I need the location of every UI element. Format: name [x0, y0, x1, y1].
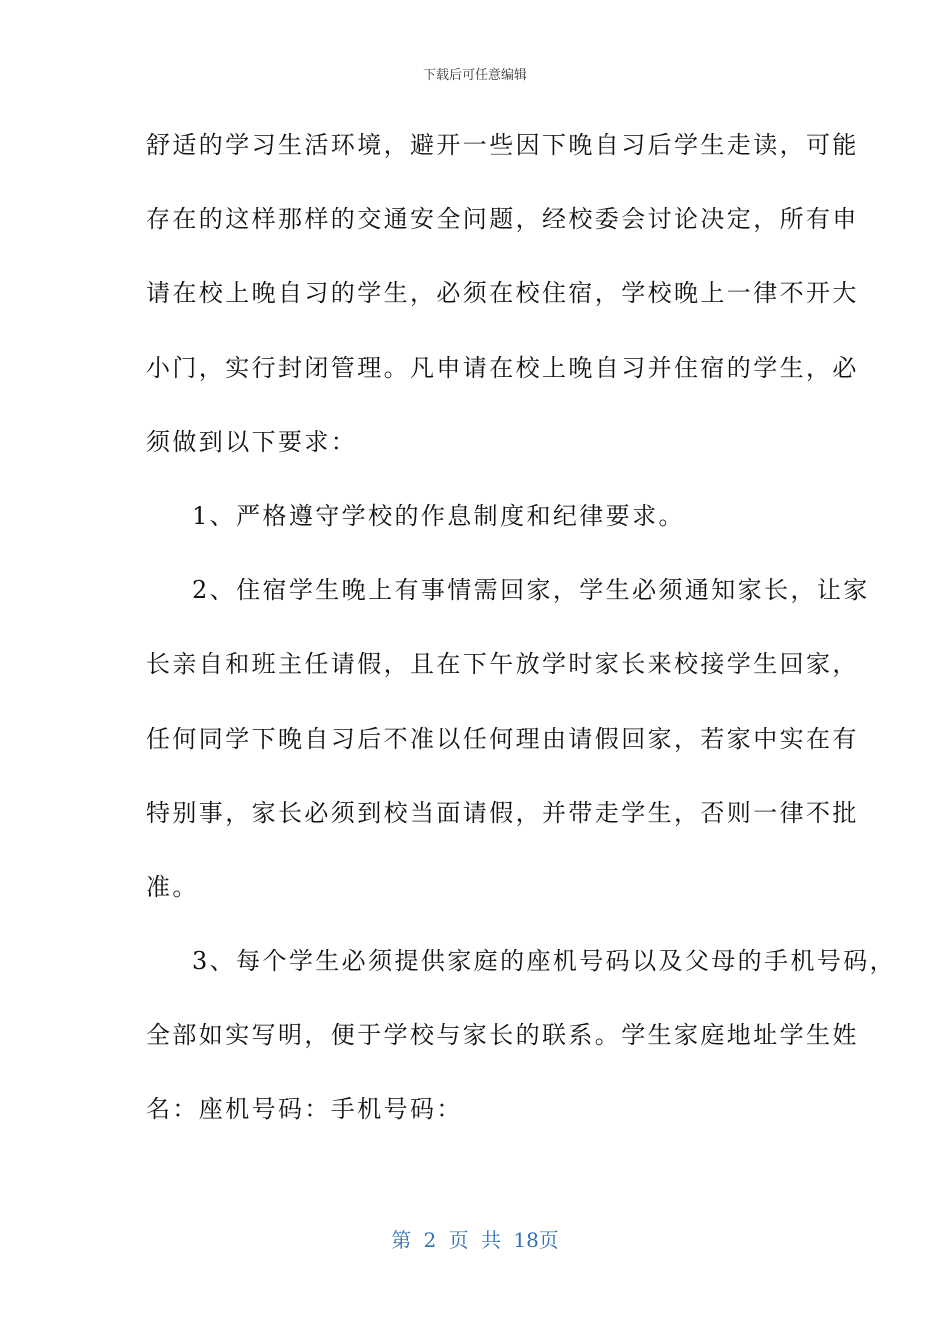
text-line: 准。: [146, 872, 199, 901]
text-line: 名：座机号码：手机号码：: [146, 1095, 463, 1124]
list-item-1: 1、严格遵守学校的作息制度和纪律要求。: [192, 501, 685, 530]
list-item-3: 3、每个学生必须提供家庭的座机号码以及父母的手机号码，: [192, 947, 897, 976]
text-line: 须做到以下要求：: [146, 427, 358, 456]
text-line: 全部如实写明，便于学校与家长的联系。学生家庭地址学生姓: [146, 1021, 859, 1050]
document-body: [146, 115, 897, 1154]
page-number-footer: 第 2 页 共 18页: [391, 1228, 559, 1252]
text-line: 存在的这样那样的交通安全问题，经校委会讨论决定，所有申: [146, 205, 859, 234]
list-item-2: 2、住宿学生晚上有事情需回家，学生必须通知家长，让家: [192, 576, 870, 605]
text-line: 舒适的学习生活环境，避开一些因下晚自习后学生走读，可能: [146, 131, 859, 159]
text-line: 任何同学下晚自习后不准以任何理由请假回家，若家中实在有: [146, 724, 859, 753]
text-line: 小门，实行封闭管理。凡申请在校上晚自习并住宿的学生，必: [146, 353, 859, 382]
text-line: 长亲自和班主任请假，且在下午放学时家长来校接学生回家，: [146, 650, 859, 679]
text-line: 特别事，家长必须到校当面请假，并带走学生，否则一律不批: [146, 798, 859, 827]
page-header: 下载后可任意编辑: [422, 68, 527, 83]
text-line: 请在校上晚自习的学生，必须在校住宿，学校晚上一律不开大: [146, 279, 859, 308]
